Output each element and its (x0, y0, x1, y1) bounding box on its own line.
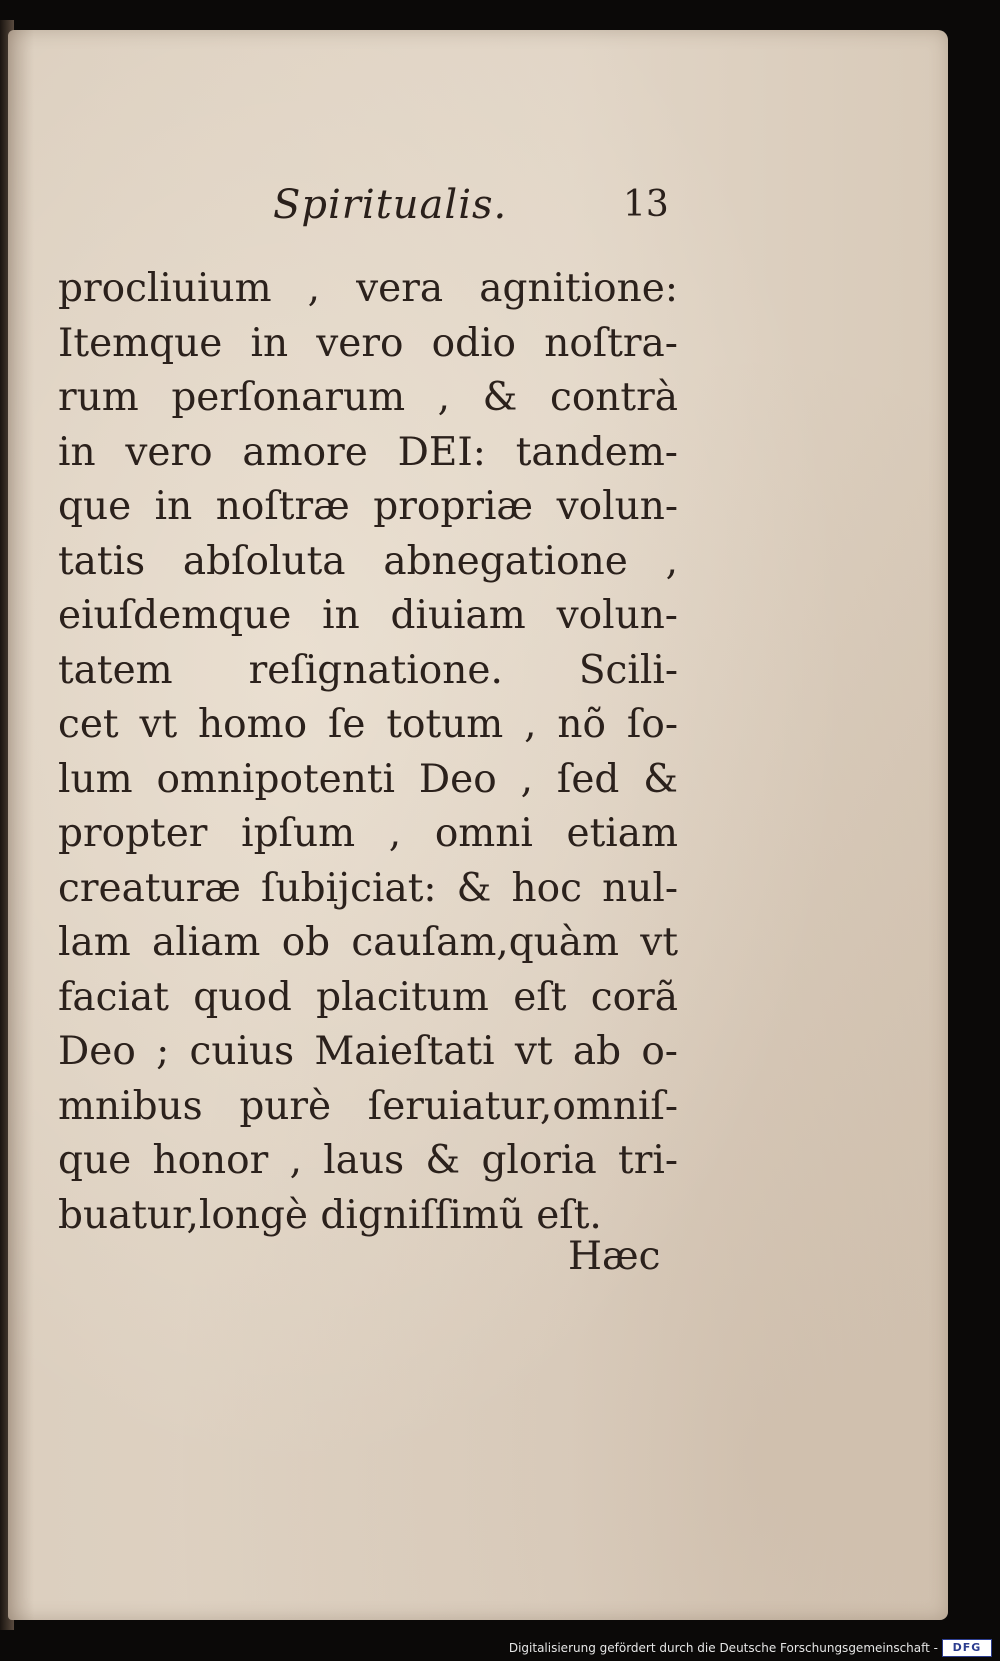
text-line: mnibus purè ſeruiatur,omniſ- (58, 1083, 678, 1129)
text-line: procliuium , vera agnitione: (58, 266, 678, 311)
text-line: lam aliam ob cauſam,quàm vt (58, 920, 678, 965)
text-line: que honor , laus & gloria tri- (58, 1138, 678, 1183)
book-page (8, 30, 948, 1620)
text-line: buatur,longè digniſſimũ eſt. (58, 1192, 602, 1238)
digitization-credit: Digitalisierung gefördert durch die Deutsche Forschungsgemeinschaft - (508, 1641, 938, 1655)
text-line: cet vt homo ſe totum , nõ ſo- (58, 702, 678, 747)
catchword: Hæc (568, 1234, 661, 1279)
text-line: lum omnipotenti Deo , ſed & (58, 756, 678, 802)
page-header (8, 170, 698, 240)
text-line: que in noſtræ propriæ volun- (58, 484, 678, 529)
running-head: Spiritualis. (273, 182, 508, 228)
text-line: Itemque in vero odio noſtra- (58, 320, 678, 366)
body-text (58, 262, 678, 1243)
text-line: propter ipſum , omni etiam (58, 811, 678, 856)
text-line: rum perſonarum , & contrà (58, 375, 678, 420)
text-line: creaturæ ſubijciat: & hoc nul- (58, 865, 678, 911)
dfg-logo: DFG (942, 1639, 992, 1657)
text-line: faciat quod placitum eſt corã (58, 974, 678, 1020)
text-line: tatis abſoluta abnegatione , (58, 538, 678, 584)
text-line: in vero amore DEI: tandem- (58, 429, 678, 475)
page-number: 13 (623, 184, 669, 225)
text-line: eiuſdemque in diuiam volun- (58, 593, 678, 638)
text-line: Deo ; cuius Maieſtati vt ab o- (58, 1029, 678, 1074)
text-line: tatem reſignatione. Scili- (58, 647, 678, 693)
